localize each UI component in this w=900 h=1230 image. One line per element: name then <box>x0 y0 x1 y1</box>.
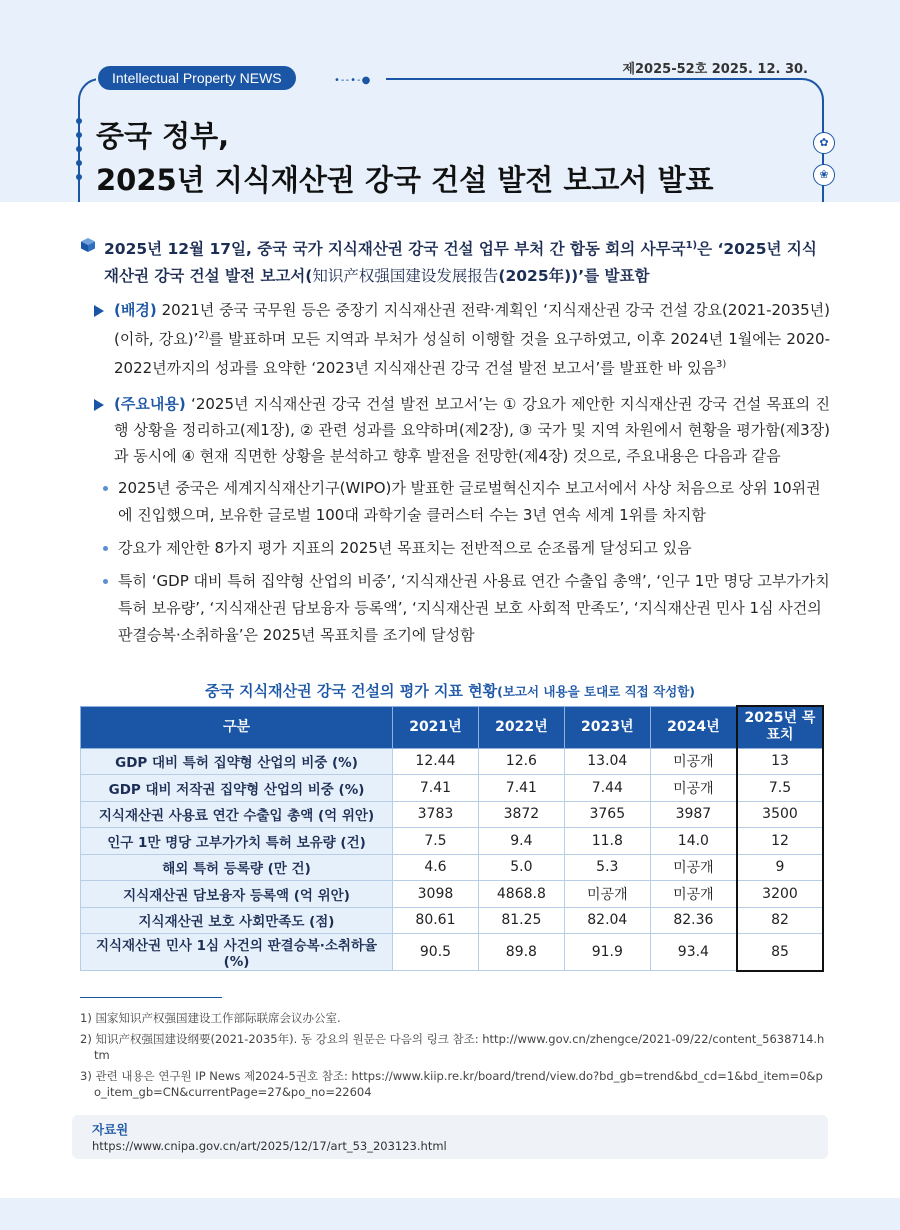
list-item: 특히 ‘GDP 대비 특허 집약형 산업의 비중’, ‘지식재산권 사용료 연간 수출입 총액’, ‘인구 1만 명당 고부가가치 특허 보유량’, ‘지식재산권 담보융자 등록액’, ‘지식재산권 보호 사회적 만족도’, ‘지식재산권 민사 1심 사건의 판결승복·소취하율’은 2025년 목표치를 조기에 달성함 <box>80 568 830 649</box>
indicator-table <box>80 705 824 972</box>
table-cell: 7.5 <box>737 775 823 802</box>
article-body <box>80 232 830 649</box>
row-header-cell: 해외 특허 등록량 (만 건) <box>81 854 393 881</box>
table-cell: 미공개 <box>650 748 737 775</box>
column-header: 구분 <box>81 706 393 748</box>
table-cell: 3987 <box>650 801 737 828</box>
background-paragraph: (배경) 2021년 중국 국무원 등은 중장기 지식재산권 전략·계획인 ‘지식재산권 강국 건설 강요(2021-2035년)(이하, 강요)’$^{2)}$를 발표하며 모든 지역과 부처가 성실히 이행할 것을 요구하였고, 이후 2024년 1월에는 2020-2022년까지의 성과를 요약한 ‘2023년 지식재산권 강국 건설 발전 보고서’를 발표한 바 있음$^{3)}$ <box>80 297 830 381</box>
table-cell: 12 <box>737 828 823 855</box>
lead-paragraph: 2025년 12월 17일, 중국 국가 지식재산권 강국 건설 업무 부처 간 합동 회의 사무국$^{1)}$은 ‘2025년 지식재산권 강국 건설 발전 보고서(知识产权强国建设发展报告(2025年))’를 발표함 <box>80 232 830 290</box>
table-cell: 91.9 <box>564 934 650 971</box>
table-cell: 미공개 <box>564 881 650 908</box>
table-row <box>81 854 824 881</box>
table-cell: 12.44 <box>393 748 479 775</box>
cube-icon <box>80 237 96 253</box>
column-header-target: 2025년 목표치 <box>737 706 823 748</box>
list-item: 2025년 중국은 세계지식재산기구(WIPO)가 발표한 글로벌혁신지수 보고서에서 사상 처음으로 상위 10위권에 진입했으며, 보유한 글로벌 100대 과학기술 클러스터 수는 3년 연속 세계 1위를 차지함 <box>80 475 830 529</box>
table-cell: 14.0 <box>650 828 737 855</box>
row-header-cell: 지식재산권 보호 사회만족도 (점) <box>81 907 393 934</box>
footnote-divider <box>80 997 222 998</box>
table-cell: 13 <box>737 748 823 775</box>
table-cell: 80.61 <box>393 907 479 934</box>
column-header: 2024년 <box>650 706 737 748</box>
source-label: 자료원 <box>92 1122 129 1137</box>
table-cell: 93.4 <box>650 934 737 971</box>
side-dots-decoration <box>74 118 84 188</box>
table-row <box>81 881 824 908</box>
page-title <box>96 114 714 202</box>
footnote: 3) 관련 내용은 연구원 IP News 제2024-5권호 참조: https://www.kiip.re.kr/board/trend/view.do?bd_gb=trend&bd_cd=1&bd_item=0&po_item_gb=CN&currentPage=27&po_no=22604 <box>80 1069 823 1099</box>
table-cell: 4.6 <box>393 854 479 881</box>
globe-icon: ✿ <box>813 132 835 154</box>
main-content-paragraph: (주요내용) ‘2025년 지식재산권 강국 건설 발전 보고서’는 ① 강요가 제안한 지식재산권 강국 건설 목표의 진행 상황을 정리하고(제1장), ② 관련 성과를 요약하며(제2장), ③ 국가 및 지역 차원에서 현황을 평가함(제3장)과 동시에 ④ 현재 직면한 상황을 분석하고 향후 발전을 전망한(제4장) 것으로, 주요내용은 다음과 같음 <box>80 391 830 469</box>
title-line-2: 2025년 지식재산권 강국 건설 발전 보고서 발표 <box>96 163 714 197</box>
row-header-cell: 인구 1만 명당 고부가가치 특허 보유량 (건) <box>81 828 393 855</box>
row-header-cell: GDP 대비 저작권 집약형 산업의 비중 (%) <box>81 775 393 802</box>
table-row <box>81 748 824 775</box>
triangle-bullet-icon <box>94 399 104 411</box>
list-item: 강요가 제안한 8가지 평가 지표의 2025년 목표치는 전반적으로 순조롭게 달성되고 있음 <box>80 535 830 562</box>
title-line-1: 중국 정부, <box>96 119 230 153</box>
table-caption: 중국 지식재산권 강국 건설의 평가 지표 현황(보고서 내용을 토대로 직접 작성함) <box>204 682 696 700</box>
row-header-cell: GDP 대비 특허 집약형 산업의 비중 (%) <box>81 748 393 775</box>
table-cell: 89.8 <box>478 934 564 971</box>
table-cell: 13.04 <box>564 748 650 775</box>
table-cell: 4868.8 <box>478 881 564 908</box>
table-row <box>81 801 824 828</box>
row-header-cell: 지식재산권 민사 1심 사건의 판결승복·소취하율 (%) <box>81 934 393 971</box>
table-cell: 7.41 <box>393 775 479 802</box>
source-box <box>72 1115 828 1159</box>
footnote: 2) 知识产权强国建设纲要(2021-2035年). 동 강요의 원문은 다음의 링크 참조: http://www.gov.cn/zhengce/2021-09/22/content_5638714.htm <box>80 1032 825 1062</box>
table-cell: 82 <box>737 907 823 934</box>
table-cell: 9.4 <box>478 828 564 855</box>
issue-number: 제2025-52호 2025. 12. 30. <box>622 62 808 77</box>
table-cell: 7.41 <box>478 775 564 802</box>
table-header-row <box>81 706 824 748</box>
row-header-cell: 지식재산권 사용료 연간 수출입 총액 (억 위안) <box>81 801 393 828</box>
table-cell: 9 <box>737 854 823 881</box>
footer-band <box>0 1198 900 1230</box>
table-cell: 11.8 <box>564 828 650 855</box>
table-cell: 5.0 <box>478 854 564 881</box>
table-cell: 7.5 <box>393 828 479 855</box>
row-header-cell: 지식재산권 담보융자 등록액 (억 위안) <box>81 881 393 908</box>
table-cell: 85 <box>737 934 823 971</box>
table-row <box>81 828 824 855</box>
table-cell: 5.3 <box>564 854 650 881</box>
footnote: 1) 国家知识产权强国建设工作部际联席会议办公室. <box>80 1011 341 1025</box>
network-icon: ❀ <box>813 164 835 186</box>
table-cell: 81.25 <box>478 907 564 934</box>
triangle-bullet-icon <box>94 305 104 317</box>
table-row <box>81 907 824 934</box>
table-cell: 3200 <box>737 881 823 908</box>
footnotes <box>80 1010 826 1105</box>
newsletter-badge: Intellectual Property NEWS <box>98 66 296 90</box>
table-cell: 90.5 <box>393 934 479 971</box>
column-header: 2022년 <box>478 706 564 748</box>
table-cell: 12.6 <box>478 748 564 775</box>
table-cell: 3872 <box>478 801 564 828</box>
table-cell: 미공개 <box>650 881 737 908</box>
source-link[interactable]: https://www.cnipa.gov.cn/art/2025/12/17/art_53_203123.html <box>92 1139 447 1153</box>
table-cell: 82.36 <box>650 907 737 934</box>
table-cell: 3098 <box>393 881 479 908</box>
table-cell: 미공개 <box>650 854 737 881</box>
decorative-dots: •‑‑•‑● <box>334 75 372 86</box>
table-row <box>81 775 824 802</box>
table-row <box>81 934 824 971</box>
table-cell: 3500 <box>737 801 823 828</box>
table-cell: 7.44 <box>564 775 650 802</box>
table-cell: 82.04 <box>564 907 650 934</box>
table-cell: 3783 <box>393 801 479 828</box>
table-cell: 3765 <box>564 801 650 828</box>
column-header: 2021년 <box>393 706 479 748</box>
column-header: 2023년 <box>564 706 650 748</box>
table-cell: 미공개 <box>650 775 737 802</box>
